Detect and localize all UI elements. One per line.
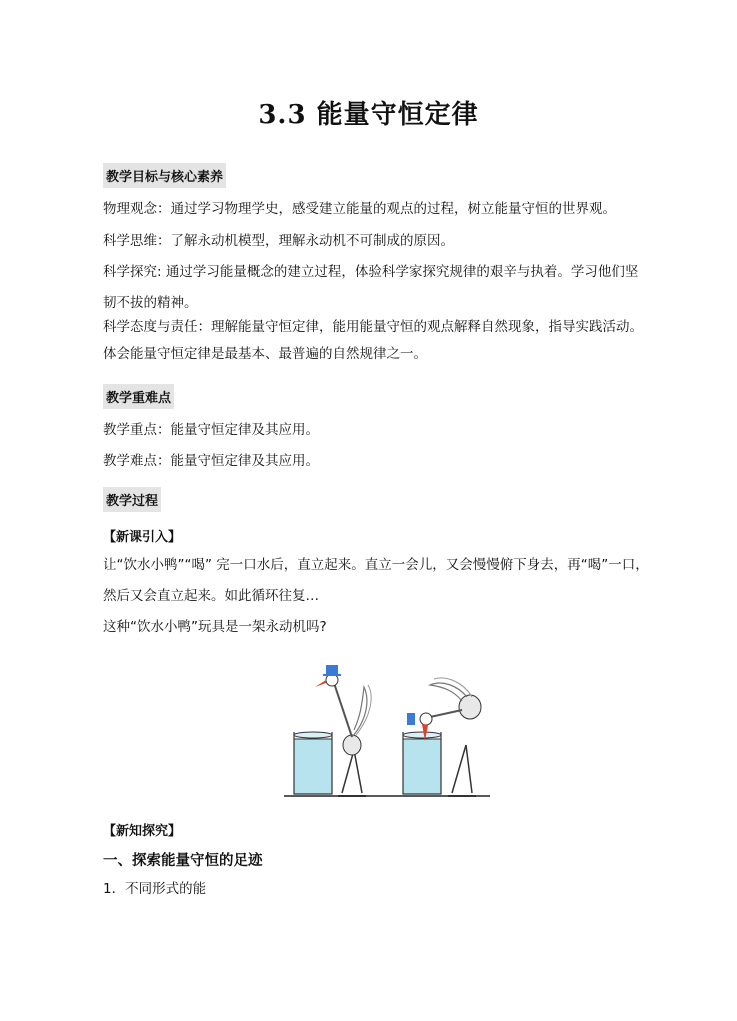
page-title: 3.3 能量守恒定律 (258, 100, 479, 130)
intro-title: 【新课引入】 (103, 530, 182, 545)
list-item-1: 1．不同形式的能 (103, 881, 207, 897)
drinking-bird-illustration (282, 655, 492, 805)
intro-line-1: 让“饮水小鸭”“喝” 完一口水后，直立起来。直立一会儿，又会慢慢俯下身去，再“喝”一口， (103, 557, 649, 573)
heading-goals: 教学目标与核心素养 (103, 163, 226, 188)
goal-line-4: 韧不拔的精神。 (103, 295, 198, 311)
intro-line-3: 这种“饮水小鸭”玩具是一架永动机吗? (103, 619, 327, 635)
explore-title: 【新知探究】 (103, 824, 182, 839)
goal-line-6: 体会能量守恒定律是最基本、最普遍的自然规律之一。 (103, 346, 427, 362)
heading-process: 教学过程 (103, 487, 161, 512)
goal-line-5: 科学态度与责任：理解能量守恒定律，能用能量守恒的观点解释自然现象，指导实践活动。 (103, 319, 643, 335)
goal-line-2: 科学思维：了解永动机模型，理解永动机不可制成的原因。 (103, 233, 454, 249)
key-point-line-2: 教学难点：能量守恒定律及其应用。 (103, 453, 319, 469)
key-point-line-1: 教学重点：能量守恒定律及其应用。 (103, 422, 319, 438)
intro-line-2: 然后又会直立起来。如此循环往复… (103, 588, 319, 604)
goal-line-1: 物理观念：通过学习物理学史，感受建立能量的观点的过程，树立能量守恒的世界观。 (103, 201, 616, 217)
subsection-title: 一、探索能量守恒的足迹 (103, 853, 263, 869)
goal-line-3: 科学探究: 通过学习能量概念的建立过程，体验科学家探究规律的艰辛与执着。学习他们坚 (103, 264, 639, 280)
heading-key-points: 教学重难点 (103, 384, 174, 409)
